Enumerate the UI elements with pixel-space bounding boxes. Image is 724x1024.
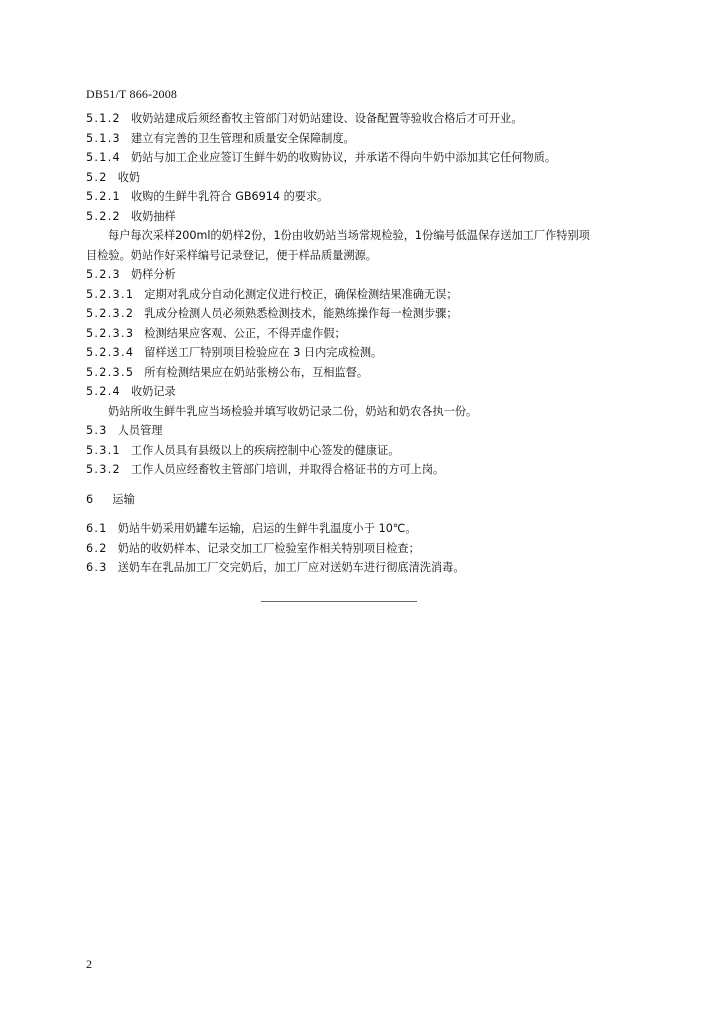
document-body	[86, 109, 646, 578]
clause-text: 留样送工厂特别项目检验应在 3 日内完成检测。	[144, 346, 383, 359]
clause-5-2-3-5	[86, 363, 646, 383]
page-number: 2	[86, 957, 92, 971]
clause-text: 收奶记录	[130, 385, 176, 398]
clause-5-2-3-1	[86, 285, 646, 305]
clause-text: 工作人员具有县级以上的疾病控制中心签发的健康证。	[130, 443, 400, 457]
clause-5-2-3-4	[86, 343, 646, 363]
clause-text: 奶站牛奶采用奶罐车运输，启运的生鲜牛乳温度小于 10℃。	[117, 522, 417, 535]
clause-number: 5.2.3.3	[86, 326, 135, 340]
clause-5-2-3-2	[86, 304, 646, 324]
clause-text: 奶站与加工企业应签订生鲜牛奶的收购协议，并承诺不得向牛奶中添加其它任何物质。	[130, 151, 557, 164]
clause-text: 收奶站建成后须经畜牧主管部门对奶站建设、设备配置等验收合格后才可开业。	[130, 112, 523, 125]
clause-number: 5.1.2	[86, 112, 121, 125]
clause-5-1-4	[86, 148, 646, 168]
record-paragraph: 奶站所收生鲜牛乳应当场检验并填写收奶记录二份，奶站和奶农各执一份。	[108, 404, 478, 418]
clause-text: 乳成分检测人员必须熟悉检测技术，能熟练操作每一检测步骤；	[144, 307, 458, 320]
clause-number: 5.2.3.4	[86, 346, 135, 359]
clause-text: 建立有完善的卫生管理和质量安全保障制度。	[130, 131, 355, 145]
section-number: 6	[86, 492, 95, 506]
sampling-paragraph-line-1: 每户每次采样200ml的奶样2份，1份由收奶站当场常规检验，1份编号低温保存送加工厂作特别项	[108, 229, 590, 242]
section-6-heading	[86, 490, 646, 510]
clause-number: 5.1.4	[86, 151, 121, 164]
clause-number: 5.2.3.1	[86, 287, 135, 301]
clause-text: 工作人员应经畜牧主管部门培训，并取得合格证书的方可上岗。	[130, 463, 445, 476]
clause-5-2-1	[86, 187, 646, 207]
clause-5-3-2	[86, 460, 646, 480]
clause-6-3	[86, 558, 646, 578]
clause-5-2-2	[86, 207, 646, 227]
clause-number: 5.1.3	[86, 131, 121, 145]
clause-5-1-3	[86, 129, 646, 149]
clause-number: 5.2.4	[86, 385, 121, 398]
section-5-2-heading	[86, 168, 646, 188]
clause-text: 送奶车在乳品加工厂交完奶后，加工厂应对送奶车进行彻底清洗消毒。	[117, 561, 465, 574]
clause-number: 5.2	[86, 170, 108, 184]
clause-text: 奶样分析	[130, 268, 176, 281]
clause-number: 6.3	[86, 561, 108, 574]
clause-text: 人员管理	[117, 424, 163, 437]
clause-text: 所有检测结果应在奶站张榜公布，互相监督。	[144, 365, 369, 379]
clause-number: 6.2	[86, 541, 108, 555]
clause-number: 5.2.3	[86, 268, 121, 281]
clause-text: 奶站的收奶样本、记录交加工厂检验室作相关特别项目检查；	[117, 541, 420, 555]
clause-5-3-1	[86, 441, 646, 461]
clause-number: 5.2.3.2	[86, 307, 135, 320]
sampling-paragraph-line-2: 目检验。奶站作好采样编号记录登记，便于样品质量溯源。	[86, 248, 377, 262]
clause-number: 5.2.1	[86, 190, 121, 203]
clause-text: 定期对乳成分自动化测定仪进行校正，确保检测结果准确无误；	[144, 287, 458, 301]
clause-number: 5.3	[86, 424, 108, 437]
clause-number: 5.2.2	[86, 209, 121, 223]
clause-text: 收奶抽样	[130, 209, 176, 223]
clause-number: 5.2.3.5	[86, 365, 135, 379]
clause-text: 收奶	[117, 170, 141, 184]
clause-text: 收购的生鲜牛乳符合 GB6914 的要求。	[130, 190, 329, 203]
clause-5-2-3-3	[86, 324, 646, 344]
clause-5-1-2	[86, 109, 646, 129]
clause-6-2	[86, 539, 646, 559]
clause-number: 5.3.2	[86, 463, 121, 476]
document-code-header: DB51/T 866-2008	[86, 87, 178, 101]
clause-text: 检测结果应客观、公正，不得弄虚作假；	[144, 326, 346, 340]
clause-5-2-3	[86, 265, 646, 285]
clause-number: 6.1	[86, 522, 108, 535]
section-5-3-heading	[86, 421, 646, 441]
clause-number: 5.3.1	[86, 443, 121, 457]
clause-5-2-4	[86, 382, 646, 402]
section-title: 运输	[112, 492, 135, 506]
end-divider	[261, 601, 417, 602]
clause-6-1	[86, 519, 646, 539]
